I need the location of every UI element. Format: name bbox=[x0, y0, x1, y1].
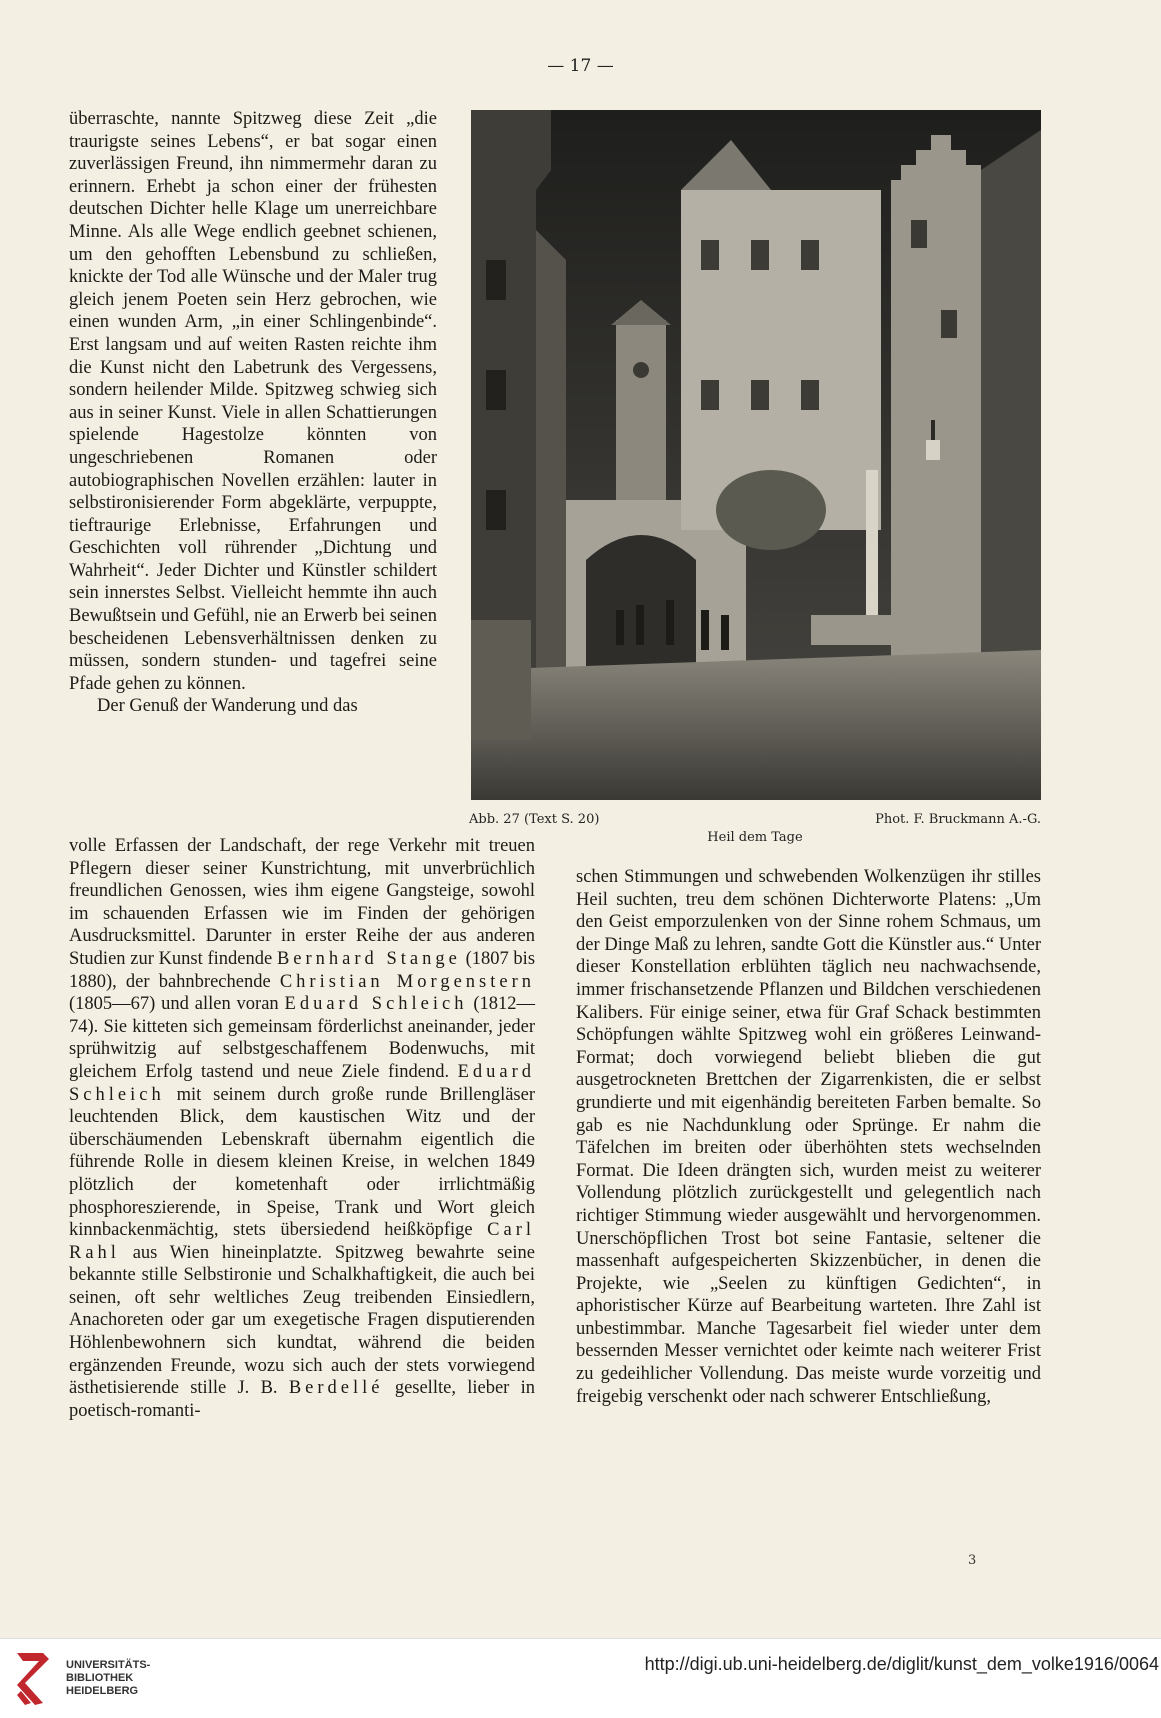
permalink-url[interactable]: http://digi.ub.uni-heidelberg.de/diglit/kunst_dem_volke1916/0064 bbox=[644, 1654, 1159, 1674]
viewer-footer bbox=[0, 1638, 1161, 1718]
person-name: Carl Rahl bbox=[69, 1220, 535, 1263]
paragraph: Der Genuß der Wanderung und das bbox=[97, 696, 358, 717]
street-scene-image bbox=[471, 110, 1041, 800]
sheet-number: 3 bbox=[968, 1553, 977, 1568]
figure-caption-credit: Phot. F. Bruckmann A.-G. bbox=[875, 812, 1041, 827]
text-column-left-top bbox=[69, 108, 437, 718]
figure-title: Heil dem Tage bbox=[707, 830, 803, 845]
paragraph: volle Erfassen der Landschaft, der rege Verkehr mit treuen Pflegern dieser seiner Kunstrichtung, mit unverbrüchlich freundlichen Genossen, wies ihm eigene Gangsteige, sowohl im schauenden Erfassen wie im Finden der gehörigen Ausdrucksmittel. Darunter in erster Reihe der aus anderen Studien zur Kunst findende Bernhard Stange (1807 bis 1880), der bahnbrechende Christian Morgenstern (1805—67) und allen voran Eduard Schleich (1812—74). Sie kitteten sich gemeinsam förderlichst aneinander, jeder sprühwitzig auf selbstgeschaffenem Bodenwuchs, mit gleichem Erfolg tastend und neue Ziele findend. Eduard Schleich mit seinem durch große runde Brillengläser leuchtenden Blick, dem kaustischen Witz und der überschäumenden Lebenskraft übernahm eigentlich die führende Rolle in diesem kleinen Kreise, in welchen 1849 plötzlich der kometenhaft oder irrlichtmäßig phosphoreszierende, in Speise, Trank und Wort gleich kinnbackenmächtig, stets übersiedend heißköpfige Carl Rahl aus Wien hineinplatzte. Spitzweg bewahrte seine bekannte stille Selbstironie und Schalkhaftigkeit, die auch bei seinen, oft sehr weltliches Zeug treibenden Einsiedlern, Anachoreten oder gar um exegetische Fragen disputierenden Höhlenbewohnern sich kundtat, während die beiden ergänzenden Freunde, wozu sich auch der stets vorwiegend ästhetisierende stille J. B. Berdellé gesellte, lieber in poetisch-romanti- bbox=[69, 836, 536, 1421]
paragraph: überraschte, nannte Spitzweg diese Zeit „die traurigste seines Lebens“, er bat sogar einen zuverlässigen Freund, ihn nimmermehr daran zu erinnern. Erhebt ja schon einer der frühesten deutschen Dichter helle Klage um unerreichbare Minne. Als alle Wege endlich geebnet schienen, um den gehofften Lebensbund zu schließen, knickte der Tod alle Wünsche und der Maler trug gleich jenem Poeten sein Herz gebrochen, wie einen wunden Arm, „in einer Schlingenbinde“. Erst langsam und auf weiten Rasten reichte ihm die Kunst nicht den Labetrunk des Vergessens, sondern heilender Milde. Spitzweg schwieg sich aus in seiner Kunst. Viele in allen Schattierungen spielende Hagestolze könnten von ungeschriebenen Romanen oder autobiographischen Novellen erzählen: lauter in selbstironisierender Form abgeklärte, verpuppte, tieftraurige Erlebnisse, Erfahrungen und Geschichten voll rührender „Dichtung und Wahrheit“. Jeder Dichter und Künstler schildert sein innerstes Selbst. Vielleicht hemmte ihn auch Bewußtsein und Gefühl, nie an Erwerb bei seinen bescheidenen Lebensverhältnissen denken zu müssen, sondern stunden- und tagefrei seine Pfade gehen zu können. bbox=[69, 109, 437, 694]
engraving-illustration bbox=[471, 110, 1041, 800]
library-logo-icon[interactable] bbox=[13, 1647, 53, 1709]
figure-caption-number: Abb. 27 (Text S. 20) bbox=[469, 812, 600, 827]
person-name: Christian Morgenstern bbox=[279, 971, 536, 992]
person-name: Eduard Schleich bbox=[69, 1061, 535, 1105]
text-column-right bbox=[576, 866, 1041, 1408]
person-name: Eduard Schleich bbox=[284, 994, 468, 1015]
text-column-left-bottom bbox=[69, 835, 535, 1422]
library-name[interactable]: UNIVERSITÄTS- BIBLIOTHEK HEIDELBERG bbox=[66, 1659, 151, 1697]
person-name: Berdellé bbox=[288, 1378, 384, 1399]
paragraph: schen Stimmungen und schwebenden Wolkenzügen ihr stilles Heil suchten, treu dem schönen Dichterworte Platens: „Um den Geist emporzulenken von der Sinne rohem Schmaus, um der Dinge Maß zu lehren, sandte Gott die Künstler aus.“ Unter dieser Konstellation erblühten täglich neu nachwachsende, immer frischansetzende Pflanzen und Bildchen verschiedenen Kalibers. Für einige seiner, etwa für Graf Schack bestimmten Schöpfungen wählte Spitzweg wohl ein größeres Leinwand-Format; doch vorwiegend beliebt blieben die gut ausgetrockneten Brettchen der Zigarrenkisten, die er selbst grundierte und mit eigenhändig bereiteten Farben bemalte. So gab es nie Nachdunklung oder Sprünge. Er nahm die Täfelchen im breiten oder überhöhten stets wechselnden Format. Die Ideen drängten sich, wurden meist zu weiterer Vollendung plötzlich zurückgestellt und gelegentlich nach richtiger Stimmung wieder ausgewählt und hervorgenommen. Unerschöpflichen Trost bot seine Fantasie, seltener die massenhaft aufgespeicherten Skizzenbücher, in denen die Projekte, wie „Seelen zu künftigen Gedichten“, in aphoristischer Kürze auf Bearbeitung warteten. Ihre Zahl ist unbestimmbar. Manche Tagesarbeit fiel wieder unter dem bessernden Messer vernichtet oder keimte nach weiterer Frist zu gedeihlicher Vollendung. Das meiste wurde vorzeitig und freigebig verschenkt oder nach schwerer Entschließung, bbox=[576, 867, 1041, 1407]
page-number: — 17 — bbox=[547, 56, 614, 76]
person-name: Bernhard Stange bbox=[276, 948, 461, 969]
